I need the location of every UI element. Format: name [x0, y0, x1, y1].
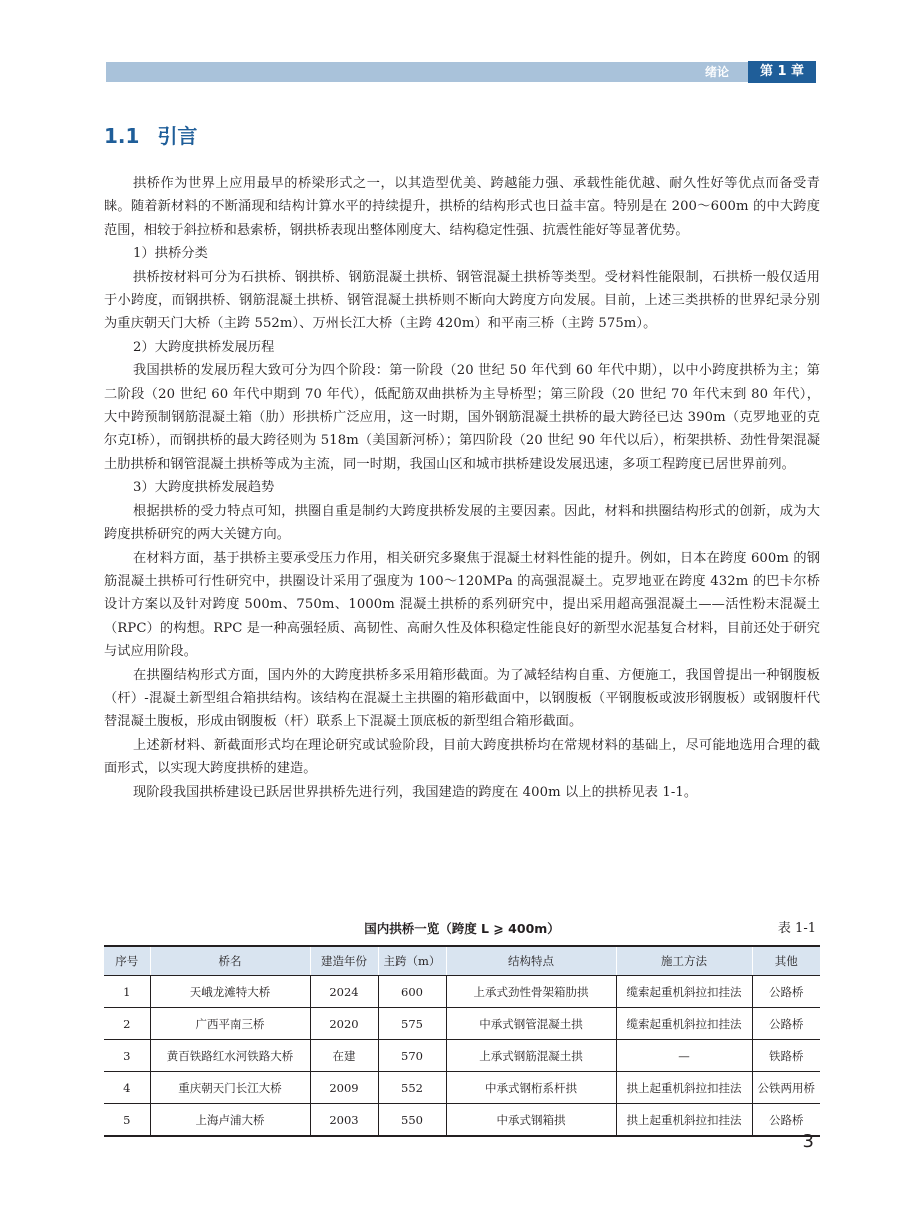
- table-cell: 上承式钢筋混凝土拱: [446, 1040, 616, 1072]
- table-caption: [104, 918, 820, 940]
- table-cell: 600: [378, 976, 446, 1008]
- table-cell: 2020: [310, 1008, 378, 1040]
- table-cell: 重庆朝天门长江大桥: [150, 1072, 310, 1104]
- paragraph: 根据拱桥的受力特点可知，拱圈自重是制约大跨度拱桥发展的主要因素。因此，材料和拱圈结构形式的创新，成为大跨度拱桥研究的两大关键方向。: [104, 503, 820, 543]
- table-cell: 1: [104, 976, 150, 1008]
- table-cell: 上承式劲性骨架箱肋拱: [446, 976, 616, 1008]
- table-header-row: [104, 946, 820, 976]
- table-cell: 公路桥: [752, 1008, 820, 1040]
- subheading: 2）大跨度拱桥发展历程: [133, 339, 275, 355]
- paragraph: 现阶段我国拱桥建设已跃居世界拱桥先进行列，我国建造的跨度在 400m 以上的拱桥见表 1-1。: [133, 784, 698, 800]
- subheading: 1）拱桥分类: [133, 246, 208, 262]
- table-row: [104, 976, 820, 1008]
- table-cell: 2009: [310, 1072, 378, 1104]
- running-header-chapter-name: 绪论: [705, 65, 730, 79]
- body-text: [104, 172, 820, 804]
- column-header: 主跨（m）: [378, 946, 446, 976]
- table-cell: 2024: [310, 976, 378, 1008]
- table-row: [104, 1104, 820, 1137]
- table-row: [104, 1072, 820, 1104]
- table-cell: 4: [104, 1072, 150, 1104]
- table-cell: 在建: [310, 1040, 378, 1072]
- table-title: 国内拱桥一览（跨度 L ⩾ 400m）: [364, 921, 560, 936]
- table-cell: 中承式钢箱拱: [446, 1104, 616, 1137]
- table-cell: 570: [378, 1040, 446, 1072]
- section-heading: [104, 121, 197, 151]
- table-label: 表 1-1: [777, 921, 816, 936]
- column-header: 建造年份: [310, 946, 378, 976]
- paragraph: 在材料方面，基于拱桥主要承受压力作用，相关研究多聚焦于混凝土材料性能的提升。例如，日本在跨度 600m 的钢筋混凝土拱桥可行性研究中，拱圈设计采用了强度为 100～120MPa 的高强混凝土。克罗地亚在跨度 432m 的巴卡尔桥设计方案以及针对跨度 500m、750m、1000m 混凝土拱桥的系列研究中，提出采用超高强混凝土——活性粉末混凝土（RPC）的构想。RPC 是一种高强轻质、高韧性、高耐久性及体积稳定性能良好的新型水泥基复合材料，目前还处于研究与试应用阶段。: [104, 550, 820, 660]
- column-header: 桥名: [150, 946, 310, 976]
- paragraph: 拱桥作为世界上应用最早的桥梁形式之一，以其造型优美、跨越能力强、承载性能优越、耐久性好等优点而备受青睐。随着新材料的不断涌现和结构计算水平的持续提升，拱桥的结构形式也日益丰富。特别是在 200～600m 的中大跨度范围，相较于斜拉桥和悬索桥，钢拱桥表现出整体刚度大、结构稳定性强、抗震性能好等显著优势。: [104, 176, 820, 238]
- table-row: [104, 1008, 820, 1040]
- table-cell: 2: [104, 1008, 150, 1040]
- table-cell: 575: [378, 1008, 446, 1040]
- page-number: 3: [802, 1131, 814, 1152]
- table-cell: 2003: [310, 1104, 378, 1137]
- bridge-table: [104, 945, 820, 1137]
- table-cell: 黄百铁路红水河铁路大桥: [150, 1040, 310, 1072]
- table-cell: 公路桥: [752, 976, 820, 1008]
- paragraph: 在拱圈结构形式方面，国内外的大跨度拱桥多采用箱形截面。为了减轻结构自重、方便施工，我国曾提出一种钢腹板（杆）-混凝土新型组合箱拱结构。该结构在混凝土主拱圈的箱形截面中，以钢腹板（平钢腹板或波形钢腹板）或钢腹杆代替混凝土腹板，形成由钢腹板（杆）联系上下混凝土顶底板的新型组合箱形截面。: [104, 667, 820, 730]
- section-number: 1.1: [104, 124, 140, 148]
- paragraph: 我国拱桥的发展历程大致可分为四个阶段：第一阶段（20 世纪 50 年代到 60 年代中期），以中小跨度拱桥为主；第二阶段（20 世纪 60 年代中期到 70 年代），低配筋双曲拱桥为主导桥型；第三阶段（20 世纪 70 年代末到 80 年代），大中跨预制钢筋混凝土箱（肋）形拱桥广泛应用，这一时期，国外钢筋混凝土拱桥的最大跨径已达 390m（克罗地亚的克尔克Ⅰ桥），而钢拱桥的最大跨径则为 518m（美国新河桥）；第四阶段（20 世纪 90 年代以后），桁架拱桥、劲性骨架混凝土肋拱桥和钢管混凝土拱桥等成为主流，同一时期，我国山区和城市拱桥建设发展迅速，多项工程跨度已居世界前列。: [104, 363, 820, 472]
- table-cell: 拱上起重机斜拉扣挂法: [616, 1104, 752, 1137]
- table-cell: 拱上起重机斜拉扣挂法: [616, 1072, 752, 1104]
- table-cell: 缆索起重机斜拉扣挂法: [616, 976, 752, 1008]
- running-header-chapter-label: 第 1 章: [748, 61, 816, 83]
- table-cell: 3: [104, 1040, 150, 1072]
- table-cell: 公路桥: [752, 1104, 820, 1137]
- paragraph: 上述新材料、新截面形式均在理论研究或试验阶段，目前大跨度拱桥均在常规材料的基础上，尽可能地选用合理的截面形式，以实现大跨度拱桥的建造。: [104, 737, 820, 777]
- paragraph: 拱桥按材料可分为石拱桥、钢拱桥、钢筋混凝土拱桥、钢管混凝土拱桥等类型。受材料性能限制，石拱桥一般仅适用于小跨度，而钢拱桥、钢筋混凝土拱桥、钢管混凝土拱桥则不断向大跨度方向发展。目前，上述三类拱桥的世界纪录分别为重庆朝天门大桥（主跨 552m）、万州长江大桥（主跨 420m）和平南三桥（主跨 575m）。: [104, 269, 820, 332]
- column-header: 结构特点: [446, 946, 616, 976]
- table-cell: 中承式钢管混凝土拱: [446, 1008, 616, 1040]
- table-cell: 552: [378, 1072, 446, 1104]
- table-cell: 公铁两用桥: [752, 1072, 820, 1104]
- column-header: 序号: [104, 946, 150, 976]
- table-cell: 广西平南三桥: [150, 1008, 310, 1040]
- table-cell: 上海卢浦大桥: [150, 1104, 310, 1137]
- table-cell: 缆索起重机斜拉扣挂法: [616, 1008, 752, 1040]
- table-cell: 550: [378, 1104, 446, 1137]
- subheading: 3）大跨度拱桥发展趋势: [133, 480, 275, 496]
- table-cell: 中承式钢桁系杆拱: [446, 1072, 616, 1104]
- column-header: 其他: [752, 946, 820, 976]
- table-cell: 铁路桥: [752, 1040, 820, 1072]
- section-title: 引言: [157, 124, 198, 148]
- column-header: 施工方法: [616, 946, 752, 976]
- table-row: [104, 1040, 820, 1072]
- table-cell: —: [616, 1040, 752, 1072]
- table-cell: 天峨龙滩特大桥: [150, 976, 310, 1008]
- table-cell: 5: [104, 1104, 150, 1137]
